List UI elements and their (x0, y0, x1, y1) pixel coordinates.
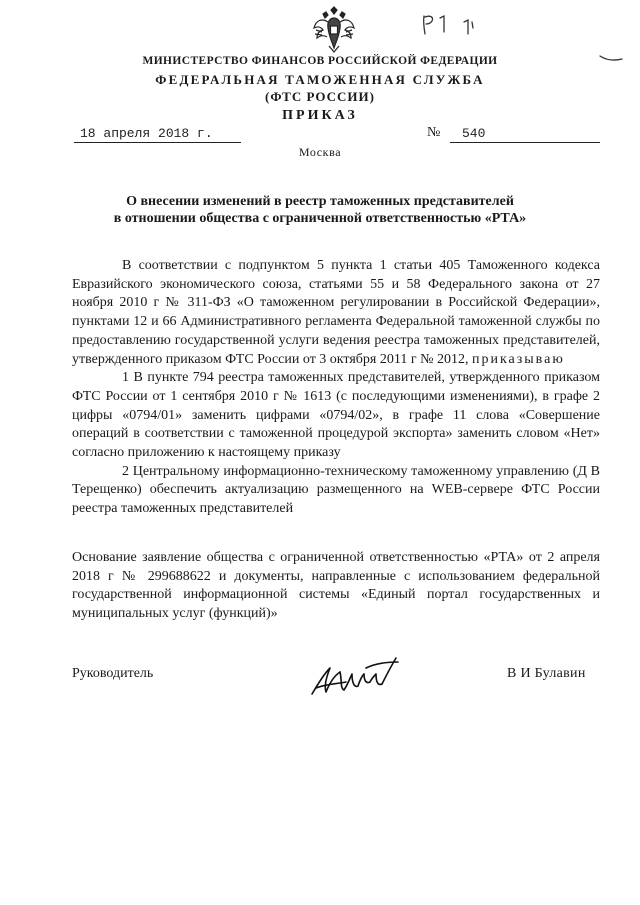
handwritten-signature (306, 650, 406, 702)
signer-name: В И Булавин (507, 666, 586, 681)
coat-of-arms-icon (312, 6, 356, 54)
order-body (72, 257, 600, 519)
signer-title: Руководитель (72, 666, 154, 681)
preamble-text: В соответствии с подпунктом 5 пункта 1 статьи 405 Таможенного кодекса Евразийского экономического союза, статьями 55 и 58 Федерального закона от 27 ноября 2010 г № 311-ФЗ «О таможенном регулировании в Российской Федерации», пунктами 12 и 66 Административного регламента Федеральной таможенной службы по предоставлению государственной услуги ведения реестра таможенных представителей, утвержденного приказом ФТС России от 3 октября 2011 г № 2012, (72, 258, 600, 367)
number-sign: № (427, 125, 441, 140)
item-2-paragraph: 2 Центральному информационно-техническому таможенному управлению (Д В Терещенко) обеспечить актуализацию размещенного на WEB-сервере ФТС России реестра таможенных представителей (72, 463, 600, 517)
handwritten-marks-icon (420, 12, 480, 38)
subject-line-2: в отношении общества с ограниченной ответственностью «РТА» (113, 211, 527, 226)
order-number: 540 (450, 126, 600, 143)
preamble-paragraph (72, 257, 600, 369)
ministry-name: МИНИСТЕРСТВО ФИНАНСОВ РОССИЙСКОЙ ФЕДЕРАЦИИ (142, 55, 498, 67)
document-type: ПРИКАЗ (282, 108, 358, 123)
service-abbreviation: (ФТС РОССИИ) (265, 89, 375, 104)
subject-line-1: О внесении изменений в реестр таможенных представителей (126, 194, 514, 209)
city: Москва (298, 145, 342, 159)
order-date: 18 апреля 2018 г. (74, 126, 241, 143)
basis-paragraph: Основание заявление общества с ограниченной ответственностью «РТА» от 2 апреля 2018 г № 299688622 и документы, направленные с использованием федеральной государственной информационной системы «Единый портал государственных и муниципальных услуг (функций)» (72, 550, 600, 622)
item-1-paragraph: 1 В пункте 794 реестра таможенных представителей, утвержденного приказом ФТС России от 1 сентября 2010 г № 1613 (с последующими изменениями), в графе 2 цифры «0794/01» заменить цифрами «0794/02», в графе 11 слова «Совершение операций в соответствии с таможенной процедурой экспорта» заменить словом «Нет» согласно приложению к настоящему приказу (72, 370, 600, 461)
service-name: ФЕДЕРАЛЬНАЯ ТАМОЖЕННАЯ СЛУЖБА (155, 72, 485, 87)
order-word: приказываю (471, 351, 565, 367)
